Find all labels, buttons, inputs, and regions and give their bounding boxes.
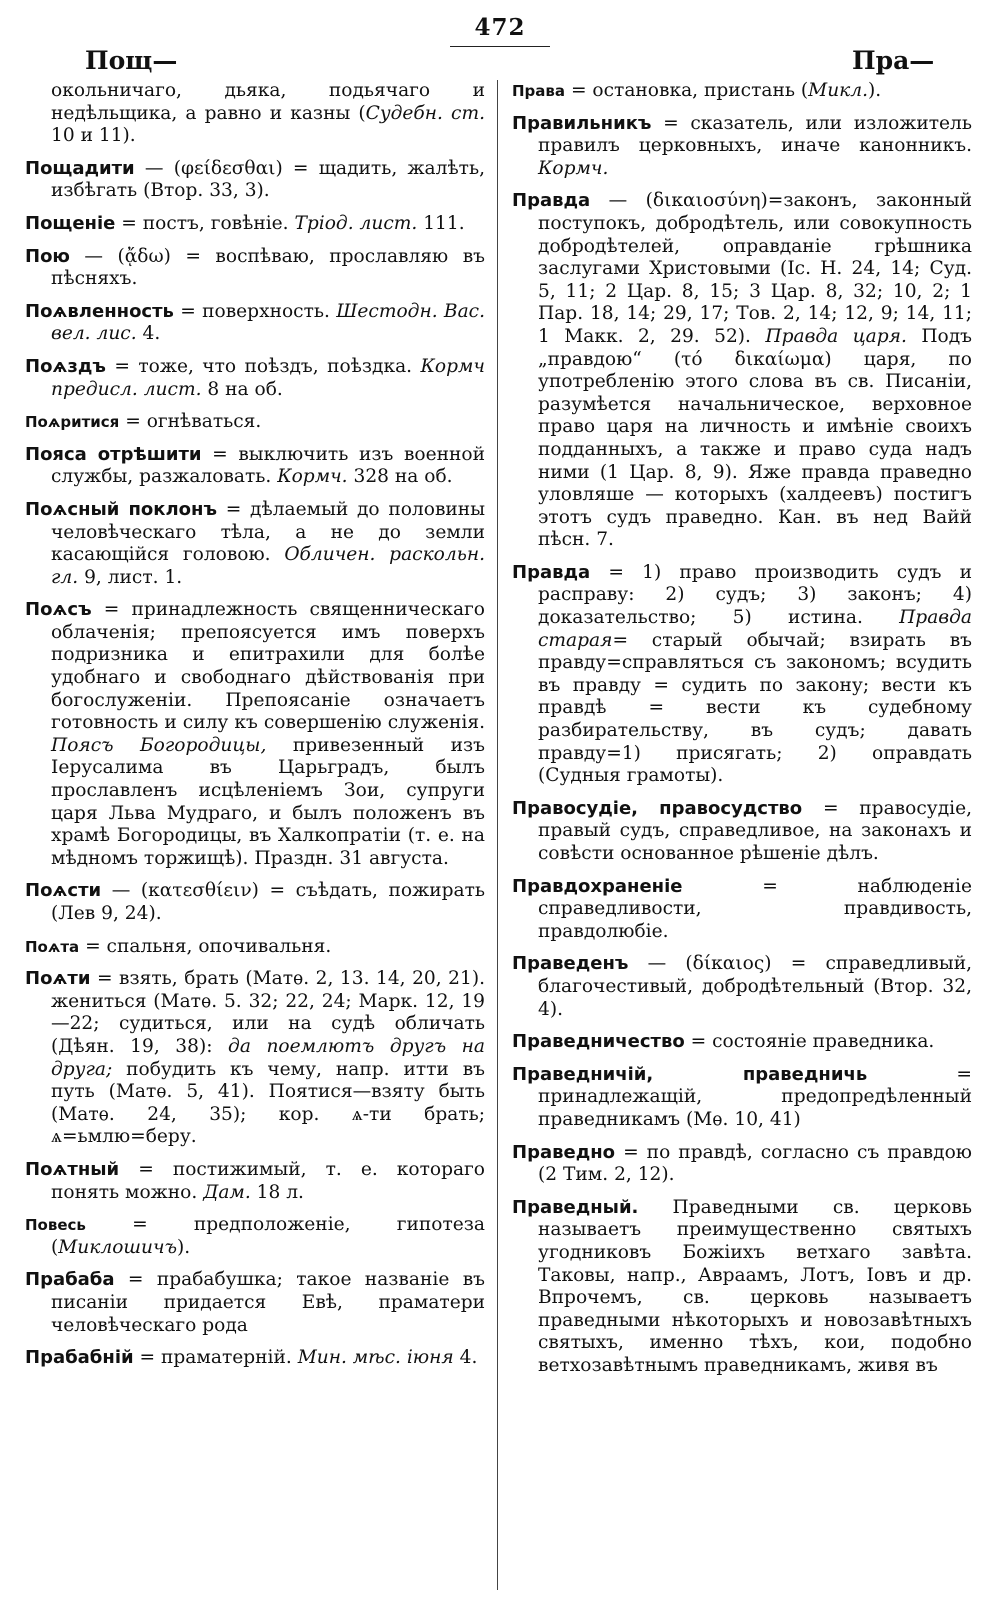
entry-definition: = 1) право производить судъ и расправу: 2) судъ; 3) законъ; 4) доказательство; 5) истина. [538,561,972,629]
entry-source: Кормч. [277,466,348,488]
entry-definition: = дѣлаемый до половины человѣческаго тѣла, а не до земли касающійся головою. [51,498,485,566]
entry-source: Правда царя. [765,325,907,347]
entry-definition: = постижимый, т. е. котораго понять можно. [51,1158,485,1203]
dictionary-entry [512,1142,972,1187]
column-divider [497,80,498,1590]
entry-headword: Праведничій, праведничь [512,1063,868,1085]
dictionary-entry [25,213,485,236]
entry-headword: Поѧти [25,968,91,990]
dictionary-entry [25,936,485,959]
entry-headword: Праведный. [512,1196,639,1218]
entry-definition: = состояніе праведника. [684,1031,935,1053]
entry-continuation: 9, лист. 1. [78,566,183,588]
entry-definition: = наблюденіе справедливости, правдивость, правдолюбіе. [538,875,972,942]
page-number-rule [450,46,550,47]
entry-continuation: Подъ „правдою“ (τό δικαίωμα) царя, по употребленію этого слова въ св. Писаніи, разумѣется начальническое, верховное право царя на личность и имѣніе своихъ подданныхъ, а также и право суда надъ ними (1 Цар. 8, 9). Яже правда праведно уловляше — которыхъ (халдеевъ) постигъ этотъ судъ праведно. Кан. въ нед Вайй пѣсн. 7. [538,325,973,551]
entry-continuation: 111. [417,212,465,234]
dictionary-entry [512,1031,972,1054]
entry-source: Кормч. [538,157,609,179]
entry-source: Судебн. ст. [365,102,485,124]
entry-definition: = правосудіе, правый судъ, справедливое, на законахъ и совѣсти основанное рѣшеніе дѣлъ. [538,797,972,864]
entry-continuation: 4. [453,1347,478,1369]
entry-headword: Прабаба [25,1269,115,1291]
dictionary-entry [25,1159,485,1204]
running-head-right: Пра— [852,46,935,75]
entry-source: Мин. мѣс. іюня [297,1347,454,1369]
dictionary-entry [25,444,485,489]
dictionary-entry [25,599,485,870]
entry-continuation: 328 на об. [347,466,453,488]
entry-headword: Правда [512,561,591,583]
dictionary-entry [25,968,485,1149]
entry-definition: = прабабушка; такое названіе въ писаніи придается Евѣ, праматери человѣческаго рода [51,1269,485,1336]
entry-source: Тріод. лист. [294,212,418,234]
entry-definition: = спальня, опочивальня. [79,935,332,957]
dictionary-entry [512,190,972,552]
entry-definition: = принадлежащій, предопредѣленный праведникамъ (Мѳ. 10, 41) [538,1063,972,1130]
entry-headword: Правильникъ [512,112,652,134]
entry-headword: Поѧздъ [25,355,106,377]
entry-definition: — (δίκαιος) = справедливый, благочестивый, добродѣтельный (Втор. 32, 4). [538,953,972,1020]
dictionary-entry [25,158,485,203]
entry-source: Обличен. раскольн. гл. [51,544,485,588]
entry-headword: Правдохраненіе [512,875,683,897]
entry-definition: — (κατεσθίειν) = съѣдать, пожирать (Лев 9, 24). [51,880,485,924]
entry-source: да поемлютъ другъ на друга; [51,1035,485,1080]
entry-definition: = сказатель, или изложитель правилъ церковныхъ, иначе канонникъ. [538,112,972,157]
entry-headword: Пощеніе [25,212,116,234]
entry-definition: окольничаго, дьяка, подьячаго и недѣльщика, а равно и казны ( [51,80,485,124]
left-column [25,80,485,1380]
entry-headword: Повесь [25,1216,86,1235]
entry-continuation: 8 на об. [201,378,283,400]
entry-headword: Праведничество [512,1031,685,1053]
entry-definition: — (φείδεσθαι) = щадить, жалѣть, избѣгать (Втор. 33, 3). [51,157,485,202]
entry-continuation: привезенный изъ Іерусалима въ Царьградъ, былъ прославленъ исцѣленіемъ Зои, супруги царя Льва Мудраго, и былъ положенъ въ храмѣ Богородицы, въ Халкопратіи (т. е. на мѣдномъ торжищѣ). Праздн. 31 августа. [51,734,485,869]
entry-headword: Пощадити [25,157,135,179]
dictionary-entry [512,1064,972,1132]
entry-continuation: = старый обычай; взирать въ правду=справляться съ закономъ; всудить въ правду = судить по закону; вести къ правдѣ = вести къ судебному разбирательству, въ судъ; давать правду=1) присягать; 2) оправдать (Судныя грамоты). [538,629,972,787]
entry-definition: Праведными св. церковь называетъ преимущественно святыхъ угодниковъ Божіихъ ветхаго завѣта. Таковы, напр., Авраамъ, Лотъ, Іовъ и др. Впрочемъ, св. церковь называетъ праведными нѣкоторыхъ и новозавѣтныхъ святыхъ, именно тѣхъ, кои, подобно ветхозавѣтнымъ праведникамъ, живя въ [538,1196,972,1376]
entry-continuation: 10 и 11). [51,125,136,147]
dictionary-entry [25,356,485,401]
entry-definition: = принадлежность священническаго облаченія; препоясуется имъ поверхъ подризника и епитрахили для болѣе удобнаго и свободнаго дѣйствованія при богослуженіи. Препоясаніе означаетъ готовность и силу къ совершенію служенія. [51,599,485,734]
entry-headword: Правосудіе, правосудство [512,797,803,819]
entry-definition: = взять, брать (Матѳ. 2, 13. 14, 20, 21). жениться (Матѳ. 5. 32; 22, 24; Марк. 12, 19—22; судиться, или на судѣ обличать (Дѣян. 19, 38): [51,968,485,1057]
entry-definition: — (ᾄδω) = воспѣваю, прославляю въ пѣсняхъ. [51,245,485,290]
dictionary-entry [512,80,972,103]
entry-definition: = по правдѣ, согласно съ правдою (2 Тим. 2, 12). [538,1141,972,1186]
entry-definition: = постъ, говѣніе. [115,212,295,234]
entry-headword: Праведенъ [512,953,629,975]
dictionary-entry [512,876,972,944]
entry-headword: Поѧта [25,937,80,956]
entry-headword: Правда [512,190,591,212]
running-head-left: Пощ— [85,46,178,75]
entry-continuation: 4. [136,323,161,345]
entry-headword: Пою [25,245,70,267]
entry-continuation: ). [868,80,882,101]
dictionary-entry [25,1347,485,1370]
entry-source: Дам. [203,1181,251,1203]
entry-headword: Поѧсный поклонъ [25,498,218,520]
entry-definition: = тоже, что поѣздъ, поѣздка. [105,355,421,377]
entry-source: Поясъ Богородицы, [51,734,267,756]
dictionary-entry [512,113,972,181]
entry-definition: = остановка, пристань ( [565,80,809,101]
entry-definition: = праматерній. [133,1347,298,1369]
entry-headword: Поѧритися [25,413,120,432]
entry-source: Шестодн. Вас. вел. лис. [51,300,485,345]
entry-headword: Поѧтный [25,1158,120,1180]
entry-headword: Поѧсъ [25,599,92,621]
entry-continuation: побудить къ чему, напр. итти въ путь (Матѳ. 5, 41). Поятися—взяту быть (Матѳ. 24, 35); кор. ѧ-ти брать; ѧ=ьмлю=беру. [51,1058,485,1148]
entry-headword: Поѧсти [25,880,102,902]
entry-source: Правда старая [538,607,972,651]
dictionary-entry [25,80,485,148]
page-number: 472 [474,14,526,41]
entry-definition: — (δικαιοσύνη)=законъ, законный поступокъ, добродѣтель, или совокупность добродѣтелей, оправданіе грѣшника заслугами Христовыми (Іс. Н. 24, 14; Суд. 5, 11; 2 Цар. 8, 15; 3 Цар. 8, 32; 10, 2; 1 Пар. 18, 14; 29, 17; Тов. 2, 14; 12, 9; 14, 11; 1 Макк. 2, 29. 52). [538,190,972,347]
dictionary-entry [25,499,485,589]
entry-headword: Прабабній [25,1347,134,1369]
right-column [512,80,972,1387]
entry-source: Микл. [808,80,869,101]
entry-continuation: 18 л. [250,1181,304,1203]
dictionary-entry [512,953,972,1021]
dictionary-entry [25,411,485,434]
entry-definition: = огнѣваться. [119,411,262,433]
dictionary-entry [25,301,485,346]
entry-source: Миклошичъ [58,1236,177,1258]
entry-definition: = выключить изъ военной службы, разжаловать. [51,443,485,488]
dictionary-entry [25,1269,485,1337]
dictionary-entry [512,562,972,788]
entry-source: Кормч предисл. лист. [51,355,485,400]
dictionary-entry [512,798,972,866]
entry-headword: Праведно [512,1141,616,1163]
entry-headword: Пояса отрѣшити [25,443,202,465]
dictionary-entry [25,880,485,925]
entry-headword: Поѧвленность [25,300,174,322]
dictionary-entry [25,1214,485,1259]
dictionary-entry [25,246,485,291]
entry-definition: = поверхность. [173,300,337,322]
entry-definition: = предположеніе, гипотеза ( [51,1214,485,1258]
entry-headword: Права [512,82,566,100]
dictionary-entry [512,1197,972,1378]
entry-continuation: ). [176,1236,191,1258]
